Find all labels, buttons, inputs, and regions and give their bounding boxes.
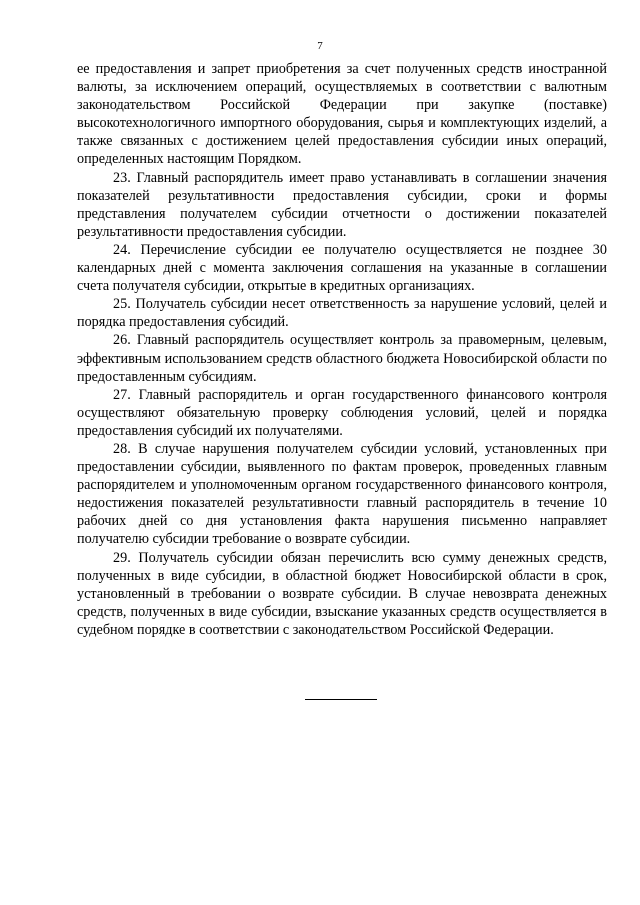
paragraph-26: 26. Главный распорядитель осуществляет контроль за правомерным, целевым, эффективным использованием средств областного бюджета Новосибирской области по предоставленным субсидиям. [77, 332, 607, 385]
paragraph-27: 27. Главный распорядитель и орган государственного финансового контроля осуществляют обязательную проверку соблюдения условий, целей и порядка предоставления субсидий их получателями. [77, 386, 607, 439]
paragraph-28: 28. В случае нарушения получателем субсидии условий, установленных при предоставлении субсидии, выявленного по фактам проверок, проведенных главным распорядителем и уполномоченным органом государственного финансового контроля, недостижения показателей результативности главный распорядитель в течение 10 рабочих дней со дня установления факта нарушения письменно направляет получателю субсидии требование о возврате субсидии. [77, 440, 607, 548]
page-number: 7 [317, 40, 323, 52]
paragraph-25: 25. Получатель субсидии несет ответственность за нарушение условий, целей и порядка предоставления субсидий. [77, 296, 607, 331]
paragraph-23: 23. Главный распорядитель имеет право устанавливать в соглашении значения показателей результативности предоставления субсидии, сроки и формы представления получателем субсидии отчетности о достижении показателей результативности предоставления субсидии. [77, 169, 607, 240]
closing-rule [305, 699, 377, 700]
document-body [77, 60, 607, 639]
paragraph-24: 24. Перечисление субсидии ее получателю осуществляется не позднее 30 календарных дней с момента заключения соглашения на указанные в соглашении счета получателя субсидии, открытые в кредитных организациях. [77, 241, 607, 295]
paragraph-continuation: ее предоставления и запрет приобретения за счет полученных средств иностранной валюты, за исключением операций, осуществляемых в соответствии с валютным законодательством Российской Федерации при закупке (поставке) высокотехнологичного импортного оборудования, сырья и комплектующих изделий, а также связанных с достижением целей предоставления субсидии иных операций, определенных настоящим Порядком. [77, 61, 607, 168]
paragraph-29: 29. Получатель субсидии обязан перечислить всю сумму денежных средств, полученных в виде субсидии, в областной бюджет Новосибирской области в срок, установленный в требовании о возврате субсидии. В случае невозврата денежных средств, полученных в виде субсидии, взыскание указанных средств осуществляется в судебном порядке в соответствии с законодательством Российской Федерации. [77, 549, 607, 638]
